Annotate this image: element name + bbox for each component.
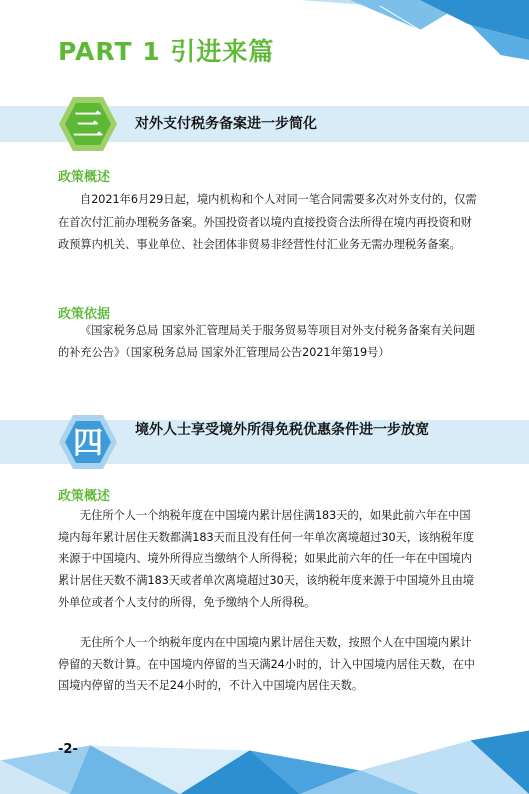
bottom-corner-decoration (0, 690, 529, 794)
section-4-numeral: 四 (73, 426, 103, 461)
section-4-overview-text-1: 无住所个人一个纳税年度在中国境内累计居住满183天的，如果此前六年在中国境内每年累计居住天数都满183天而且没有任何一年单次离境超过30天，该纳税年度来源于中国境内、境外所得应当缴纳个人所得税；如果此前六年的任一年在中国境内累计居住天数不满183天或者单次离境超过30天，该纳税年度来源于中国境外且由境外单位或者个人支付的所得，免予缴纳个人所得税。 (58, 509, 474, 609)
hexagon-numeral-badge-4 (58, 413, 118, 471)
section-3-basis-text: 《国家税务总局 国家外汇管理局关于服务贸易等项目对外支付税务备案有关问题的补充公告》（国家税务总局 国家外汇管理局公告2021年第19号） (58, 324, 476, 359)
page-number: -2- (58, 742, 78, 757)
section-4-overview-label: 政策概述 (58, 489, 111, 504)
section-3-title: 对外支付税务备案进一步简化 (135, 116, 317, 132)
section-4-overview-text-2: 无住所个人一个纳税年度内在中国境内累计居住天数，按照个人在中国境内累计停留的天数计算。在中国境内停留的当天满24小时的，计入中国境内居住天数，在中国境内停留的当天不足24小时的，不计入中国境内居住天数。 (58, 636, 475, 693)
part-title: PART 1 引进来篇 (58, 37, 275, 66)
section-3-basis-label: 政策依据 (58, 307, 111, 322)
hexagon-numeral-badge-3 (58, 95, 118, 153)
section-4-title: 境外人士享受境外所得免税优惠条件进一步放宽 (135, 422, 429, 438)
section-3-overview-label: 政策概述 (58, 170, 111, 185)
section-3-numeral: 三 (73, 108, 103, 143)
section-3-overview-text: 自2021年6月29日起，境内机构和个人对同一笔合同需要多次对外支付的，仅需在首次付汇前办理税务备案。外国投资者以境内直接投资合法所得在境内再投资和财政预算内机关、事业单位、社会团体非贸易非经营性付汇业务无需办理税务备案。 (58, 193, 477, 251)
